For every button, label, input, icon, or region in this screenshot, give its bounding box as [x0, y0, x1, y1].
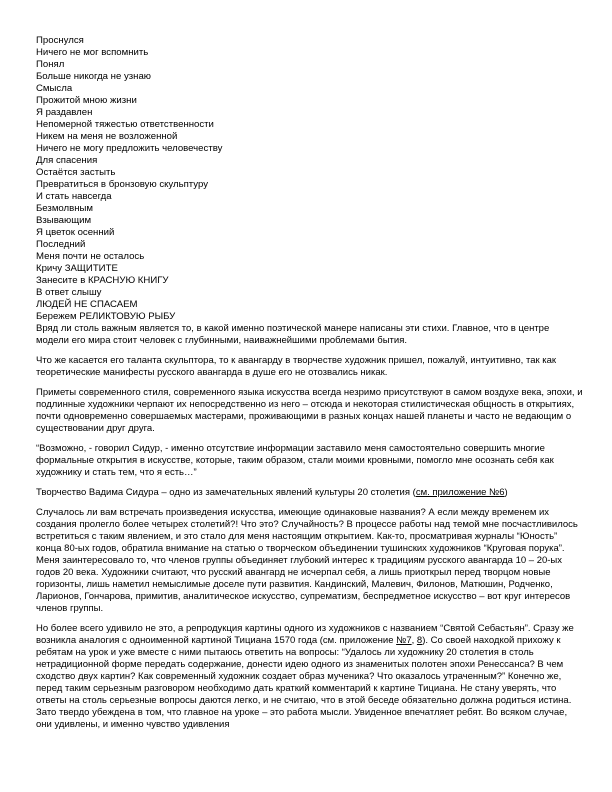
appendix-8-link[interactable]: 8	[416, 635, 423, 646]
paragraph-1: Вряд ли столь важным является то, в какой именно поэтической манере написаны эти стихи. Главное, что в центре модели его мира стоит человек с глубинными, наиважнейшими проблемами бытия.	[36, 323, 550, 346]
poem-line: Последний	[36, 239, 86, 250]
poem-line: Непомерной тяжестью ответственности	[36, 119, 214, 130]
poem-line: Я раздавлен	[36, 107, 93, 118]
paragraph-3: Приметы современного стиля, современного языка искусства всегда незримо присутствуют в самом воздухе века, эпохи, и подлинные художники черпают их непосредственно из него – отсюда и некоторая стилистическая общность в открытиях, почти одновременно совершаемых мастерами, проживающими в разных концах нашей планеты и часто не ведающим о существовании друг друга.	[36, 387, 583, 434]
poem-line: Ничего не мог вспомнить	[36, 47, 149, 58]
poem-line: Взывающим	[36, 215, 92, 226]
poem-line: Понял	[36, 59, 65, 70]
poem-line: В ответ слышу	[36, 287, 102, 298]
poem	[36, 35, 584, 323]
poem-line: Я цветок осенний	[36, 227, 115, 238]
poem-line: Занесите в КРАСНУЮ КНИГУ	[36, 275, 169, 286]
poem-line: Кричу ЗАЩИТИТЕ	[36, 263, 118, 274]
poem-line: Превратиться в бронзовую скульптуру	[36, 179, 209, 190]
paragraph-5	[36, 487, 584, 499]
poem-line: Безмолвным	[36, 203, 94, 214]
poem-line: Больше никогда не узнаю	[36, 71, 152, 82]
poem-line: И стать навсегда	[36, 191, 112, 202]
paragraph-2: Что же касается его таланта скульптора, то к авангарду в творчестве художник пришел, пожалуй, интуитивно, так как теоретические манифесты русского авангарда в душе его не отозвались никак.	[36, 355, 557, 378]
paragraph-5-text: Творчество Вадима Сидура – одно из замечательных явлений культуры 20 столетия (	[36, 487, 416, 498]
paragraph-7	[36, 623, 584, 731]
poem-line: Бережем РЕЛИКТОВУЮ РЫБУ	[36, 311, 176, 322]
document-page	[36, 35, 584, 731]
poem-line: Никем на меня не возложенной	[36, 131, 178, 142]
poem-line: Меня почти не осталось	[36, 251, 145, 262]
poem-line: Для спасения	[36, 155, 98, 166]
poem-line: Прожитой мною жизни	[36, 95, 137, 106]
poem-line: Проснулся	[36, 35, 84, 46]
poem-line: ЛЮДЕЙ НЕ СПАСАЕМ	[36, 299, 138, 310]
appendix-7-link[interactable]: №7	[396, 635, 412, 646]
paragraph-7-text-b: ,	[411, 635, 417, 646]
poem-line: Ничего не могу предложить человечеству	[36, 143, 223, 154]
poem-line: Остаётся застыть	[36, 167, 116, 178]
paragraph-5-end: )	[504, 487, 508, 498]
paragraph-7-text-a: Но более всего удивило не это, а репродукция картины одного из художников с названием “Святой Себастьян”. Сразу же возникла аналогия с одноименной картиной Тициана 1570 года (см. приложение	[36, 623, 574, 646]
paragraph-7-text-c: ). Со своей находкой прихожу к ребятам на урок и уже вместе с ними пытаюсь ответить на вопросы: “Удалось ли художнику 20 столетия в столь нетрадиционной форме передать содержание, донести идею одного из знаменитых полотен эпохи Ренессанса? В чем сходство двух картин? Как современный художник создает образ мученика? Что оказалось утраченным?” Конечно же, перед таким серьезным разговором необходимо дать краткий комментарий к картине Тициана. Не стану уверять, что ответы на столь серьезные вопросы даются легко, и не считаю, что в этой беседе обязательно должна родиться истина. Зато твердо убеждена в том, что главное на уроке – это работа мысли. Увиденное впечатляет ребят. Во всяком случае, они удивлены, и именно чувство удивления	[36, 635, 572, 730]
paragraph-6: Случалось ли вам встречать произведения искусства, имеющие одинаковые названия? А если между временем их создания пролегло более четырех столетий?! Что это? Случайность? В процессе работы над темой мне посчастливилось встретиться с таким явлением, и это стало для меня настоящим открытием. Как-то, просматривая журналы “Юность” конца 80-ых годов, обратила внимание на статью о творческом объединении тушинских художников “Круговая порука”. Меня заинтересовало то, что членов группы объединяет глубокий интерес к традициям русского авангарда 10 – 20-ых годов 20 века. Художники считают, что русский авангард не исчерпал себя, а лишь приоткрыл перед творцом новые горизонты, лишь наметил немыслимые доселе пути развития. Кандинский, Малевич, Филонов, Матюшин, Родченко, Ларионов, Гончарова, примитив, аналитическое искусство, супрематизм, беспредметное искусство – вот круг интересов членов группы.	[36, 507, 578, 614]
poem-line: Смысла	[36, 83, 73, 94]
paragraph-4-quote: “Возможно, - говорил Сидур, - именно отсутствие информации заставило меня самостоятельно совершить многие формальные открытия в искусстве, которые, таким образом, стали моими кровными, помогло мне осознать себя как художнику и стать тем, что я есть…”	[36, 443, 554, 478]
appendix-6-link[interactable]: см. приложение №6	[415, 487, 505, 498]
